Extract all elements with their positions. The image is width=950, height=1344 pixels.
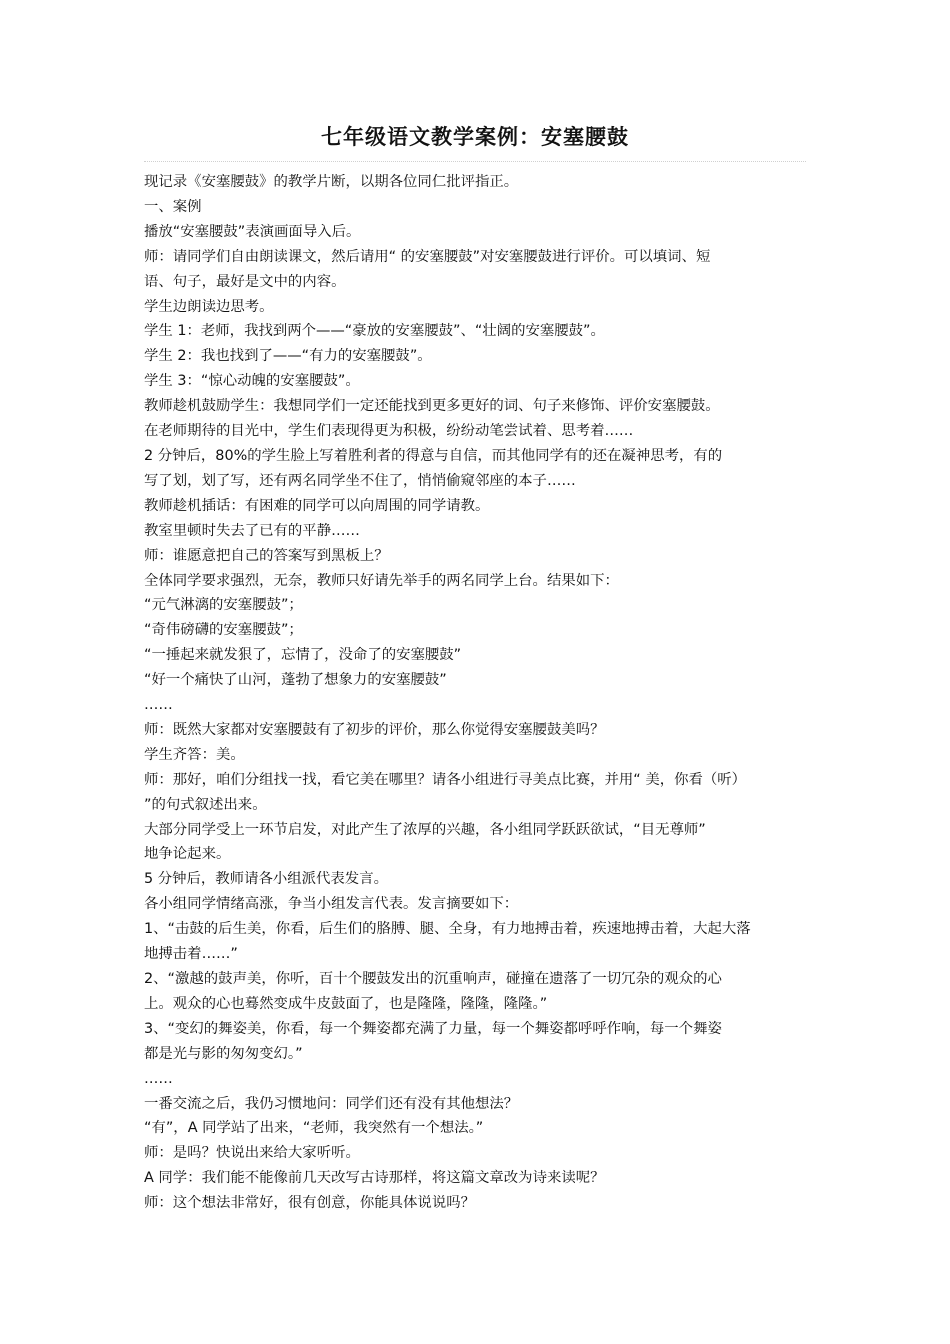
text-line: 播放“安塞腰鼓”表演画面导入后。 [144, 223, 361, 240]
text-line: 1、“击鼓的后生美，你看，后生们的胳膊、腿、全身，有力地搏击着，疾速地搏击着，大起大落 [144, 921, 751, 938]
text-line: 学生 2：我也找到了——“有力的安塞腰鼓”。 [144, 348, 432, 365]
text-line: 师：既然大家都对安塞腰鼓有了初步的评价，那么你觉得安塞腰鼓美吗？ [144, 721, 605, 738]
text-line: 地争论起来。 [144, 846, 231, 863]
text-line: “奇伟磅礴的安塞腰鼓”； [144, 622, 303, 639]
text-line: “有”，A 同学站了出来，“老师，我突然有一个想法。” [144, 1120, 484, 1137]
text-line: 上。观众的心也蓦然变成牛皮鼓面了，也是隆隆，隆隆，隆隆。” [144, 995, 548, 1012]
text-line: 2、“激越的鼓声美，你听，百十个腰鼓发出的沉重响声，碰撞在遗落了一切冗杂的观众的心 [144, 971, 722, 987]
text-line: 地搏击着……” [144, 946, 238, 963]
text-line: 全体同学要求强烈，无奈，教师只好请先举手的两名同学上台。结果如下： [144, 572, 619, 589]
text-line: “元气淋漓的安塞腰鼓”； [144, 597, 303, 614]
text-line: 师：那好，咱们分组找一找，看它美在哪里？请各小组进行寻美点比赛，并用“ 美，你看（听） [144, 771, 747, 788]
text-line: 写了划，划了写，还有两名同学坐不住了，悄悄偷窥邻座的本子…… [144, 472, 576, 489]
text-line: 教师趁机插话：有困难的同学可以向周围的同学请教。 [144, 497, 490, 514]
text-line: 师：谁愿意把自己的答案写到黑板上？ [144, 547, 389, 564]
text-line: 2 分钟后，80%的学生脸上写着胜利者的得意与自信，而其他同学有的还在凝神思考，有的 [144, 447, 723, 464]
text-line: “好一个痛快了山河，蓬勃了想象力的安塞腰鼓” [144, 672, 447, 689]
text-line: …… [144, 1070, 173, 1087]
text-line: 学生 3：“惊心动魄的安塞腰鼓”。 [144, 373, 360, 390]
text-line: 各小组同学情绪高涨，争当小组发言代表。发言摘要如下： [144, 896, 519, 913]
text-line: 在老师期待的目光中，学生们表现得更为积极，纷纷动笔尝试着、思考着…… [144, 423, 634, 440]
text-line: 语、句子，最好是文中的内容。 [144, 273, 346, 290]
text-line: 5 分钟后，教师请各小组派代表发言。 [144, 871, 388, 888]
text-line: 师：是吗？快说出来给大家听听。 [144, 1145, 360, 1162]
text-line: “一捶起来就发狠了，忘情了，没命了的安塞腰鼓” [144, 647, 462, 664]
text-line: 师：请同学们自由朗读课文，然后请用“ 的安塞腰鼓”对安塞腰鼓进行评价。可以填词、短 [144, 248, 711, 265]
text-line: 学生齐答：美。 [144, 746, 245, 763]
text-line: 师：这个想法非常好，很有创意，你能具体说说吗？ [144, 1195, 475, 1212]
text-line: 现记录《安塞腰鼓》的教学片断，以期各位同仁批评指正。 [144, 174, 519, 190]
text-line: ”的句式叙述出来。 [144, 796, 267, 813]
text-line: 教室里顿时失去了已有的平静…… [144, 522, 360, 539]
document-body [144, 170, 810, 1216]
text-line: 教师趁机鼓励学生：我想同学们一定还能找到更多更好的词、句子来修饰、评价安塞腰鼓。 [144, 398, 720, 415]
text-line: 大部分同学受上一环节启发，对此产生了浓厚的兴趣，各小组同学跃跃欲试，“目无尊师” [144, 821, 706, 838]
text-line: 3、“变幻的舞姿美，你看，每一个舞姿都充满了力量，每一个舞姿都呼呼作响，每一个舞姿 [144, 1020, 722, 1037]
text-line: …… [144, 697, 173, 714]
text-line: 一番交流之后，我仍习惯地问：同学们还有没有其他想法？ [144, 1095, 519, 1112]
text-line: A 同学：我们能不能像前几天改写古诗那样，将这篇文章改为诗来读呢？ [144, 1170, 605, 1187]
document-title: 七年级语文教学案例：安塞腰鼓 [321, 124, 629, 149]
text-line: 学生 1：老师，我找到两个——“豪放的安塞腰鼓”、“壮阔的安塞腰鼓”。 [144, 323, 605, 340]
text-line: 学生边朗读边思考。 [144, 298, 274, 315]
text-line: 一、案例 [144, 198, 202, 215]
text-line: 都是光与影的匆匆变幻。” [144, 1045, 303, 1062]
title-divider [144, 161, 806, 162]
